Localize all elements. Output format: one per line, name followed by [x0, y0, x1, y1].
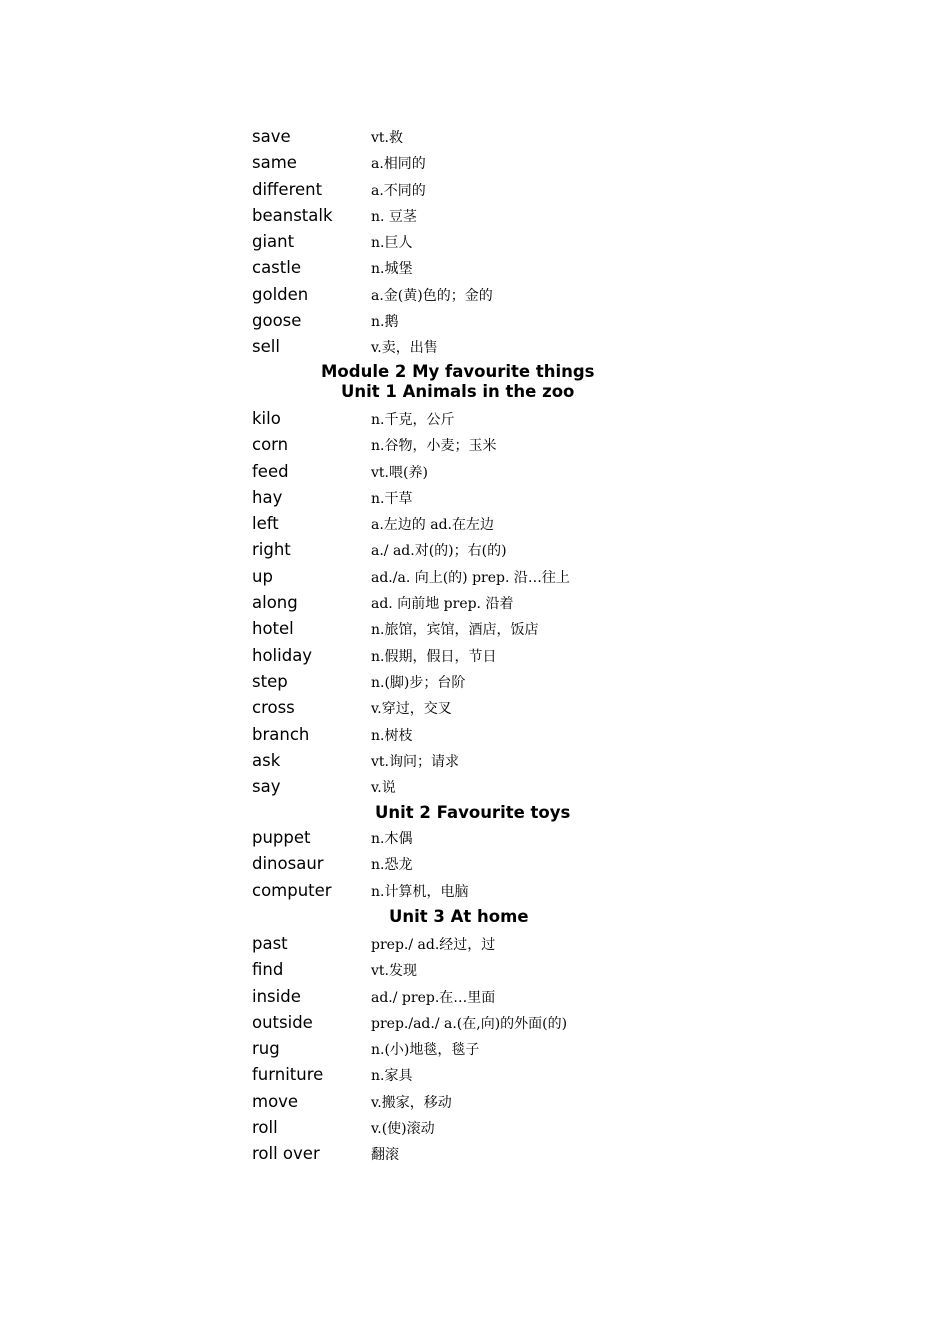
vocab-row	[252, 1036, 567, 1062]
vocab-word: find	[252, 960, 284, 980]
vocab-definition: ad. 向前地 prep. 沿着	[371, 596, 514, 613]
vocab-definition: prep./ad./ a.(在,向)的外面(的)	[371, 1015, 568, 1032]
vocab-row	[252, 1141, 567, 1167]
vocab-definition: n.计算机，电脑	[371, 883, 469, 900]
vocab-definition: n.树枝	[371, 727, 413, 744]
vocab-definition: n.鹅	[371, 314, 399, 331]
vocab-row	[252, 564, 570, 590]
vocab-word: roll	[252, 1118, 278, 1138]
vocab-definition: n. 豆茎	[371, 208, 417, 225]
module-heading: Module 2 My favourite things	[321, 362, 595, 381]
vocab-word: past	[252, 934, 288, 953]
vocab-word: step	[252, 671, 288, 691]
vocab-list-top	[252, 124, 493, 361]
vocab-definition: prep./ ad.经过，过	[371, 937, 496, 953]
vocab-word: hay	[252, 487, 283, 507]
vocab-row	[252, 537, 570, 563]
vocab-row	[252, 282, 493, 308]
vocab-word: computer	[252, 880, 332, 900]
vocab-row	[252, 334, 493, 360]
vocab-definition: vt.发现	[371, 963, 417, 980]
vocab-definition: a./ ad.对(的)；右(的)	[371, 543, 507, 560]
vocab-definition: v.卖，出售	[371, 340, 438, 357]
vocab-word: puppet	[252, 828, 311, 847]
vocab-row	[252, 590, 570, 616]
vocab-word: kilo	[252, 409, 281, 428]
vocab-definition: vt.喂(养)	[371, 464, 428, 481]
vocab-definition: a.不同的	[371, 182, 426, 199]
vocab-list-unit2	[252, 825, 468, 904]
vocab-row	[252, 984, 567, 1010]
vocab-definition: n.家具	[371, 1068, 413, 1085]
vocab-definition: ad./a. 向上(的) prep. 沿…往上	[371, 569, 570, 586]
vocab-word: along	[252, 593, 298, 613]
vocab-word: beanstalk	[252, 205, 333, 225]
vocab-row	[252, 825, 468, 851]
vocab-word: say	[252, 777, 281, 797]
vocab-row	[252, 957, 567, 983]
vocab-word: rug	[252, 1039, 280, 1059]
vocab-definition: v.穿过，交叉	[371, 701, 452, 718]
vocab-word: same	[252, 153, 297, 173]
vocab-row	[252, 1115, 567, 1141]
vocab-row	[252, 616, 570, 642]
vocab-word: golden	[252, 284, 309, 304]
vocab-row	[252, 878, 468, 904]
vocab-word: cross	[252, 698, 295, 718]
vocab-word: goose	[252, 311, 302, 331]
vocab-row	[252, 150, 493, 176]
vocab-word: ask	[252, 750, 281, 770]
vocab-definition: n.谷物，小麦；玉米	[371, 438, 497, 455]
vocab-row	[252, 255, 493, 281]
unit1-heading: Unit 1 Animals in the zoo	[341, 382, 575, 401]
vocab-word: different	[252, 179, 323, 199]
vocab-definition: n.假期，假日，节日	[371, 648, 497, 665]
vocab-row	[252, 695, 570, 721]
vocab-word: branch	[252, 724, 310, 744]
vocab-word: outside	[252, 1012, 313, 1032]
vocab-row	[252, 406, 570, 432]
vocab-definition: n.(脚)步；台阶	[371, 674, 466, 691]
vocab-word: up	[252, 566, 273, 586]
vocab-definition: a.相同的	[371, 156, 426, 173]
vocab-word: feed	[252, 461, 289, 481]
vocab-definition: ad./ prep.在…里面	[371, 989, 496, 1006]
vocab-definition: n.恐龙	[371, 857, 413, 874]
vocab-definition: vt.救	[371, 130, 403, 146]
vocab-definition: v.说	[371, 780, 396, 797]
vocab-word: roll over	[252, 1144, 320, 1164]
vocab-row	[252, 177, 493, 203]
vocab-word: giant	[252, 232, 295, 252]
vocab-definition: 翻滚	[371, 1147, 399, 1164]
vocab-definition: n.(小)地毯，毯子	[371, 1042, 480, 1059]
vocab-row	[252, 308, 493, 334]
vocab-row	[252, 203, 493, 229]
vocab-definition: a.左边的 ad.在左边	[371, 517, 495, 534]
vocab-word: save	[252, 127, 291, 146]
vocab-row	[252, 432, 570, 458]
vocab-row	[252, 1089, 567, 1115]
vocab-row	[252, 774, 570, 800]
unit3-heading: Unit 3 At home	[389, 907, 529, 926]
vocab-row	[252, 1010, 567, 1036]
vocab-definition: v.搬家，移动	[371, 1094, 452, 1111]
vocab-definition: n.千克，公斤	[371, 412, 455, 428]
vocab-list-unit3	[252, 931, 567, 1168]
vocab-row	[252, 643, 570, 669]
vocab-word: left	[252, 514, 279, 534]
vocab-word: dinosaur	[252, 854, 324, 874]
vocab-row	[252, 851, 468, 877]
vocab-row	[252, 669, 570, 695]
vocab-definition: a.金(黄)色的；金的	[371, 287, 493, 304]
vocab-word: furniture	[252, 1065, 324, 1085]
vocab-row	[252, 511, 570, 537]
vocab-list-unit1	[252, 406, 570, 800]
vocab-definition: vt.询问；请求	[371, 753, 459, 770]
vocab-definition: n.城堡	[371, 261, 413, 278]
vocab-definition: v.(使)滚动	[371, 1121, 435, 1138]
vocab-row	[252, 485, 570, 511]
vocab-row	[252, 931, 567, 957]
vocab-word: right	[252, 540, 291, 560]
vocab-row	[252, 459, 570, 485]
vocab-word: inside	[252, 986, 301, 1006]
vocab-row	[252, 748, 570, 774]
vocab-word: hotel	[252, 619, 294, 639]
vocab-definition: n.旅馆，宾馆，酒店，饭店	[371, 622, 539, 639]
vocab-word: move	[252, 1091, 299, 1111]
vocab-word: castle	[252, 258, 301, 278]
vocab-definition: n.巨人	[371, 235, 413, 252]
vocab-row	[252, 229, 493, 255]
vocab-row	[252, 124, 493, 150]
vocab-row	[252, 1062, 567, 1088]
vocab-definition: n.干草	[371, 490, 413, 507]
vocab-word: sell	[252, 337, 280, 357]
vocab-word: corn	[252, 435, 289, 455]
vocab-definition: n.木偶	[371, 831, 413, 847]
vocab-row	[252, 722, 570, 748]
unit2-heading: Unit 2 Favourite toys	[375, 803, 571, 822]
vocab-word: holiday	[252, 645, 313, 665]
